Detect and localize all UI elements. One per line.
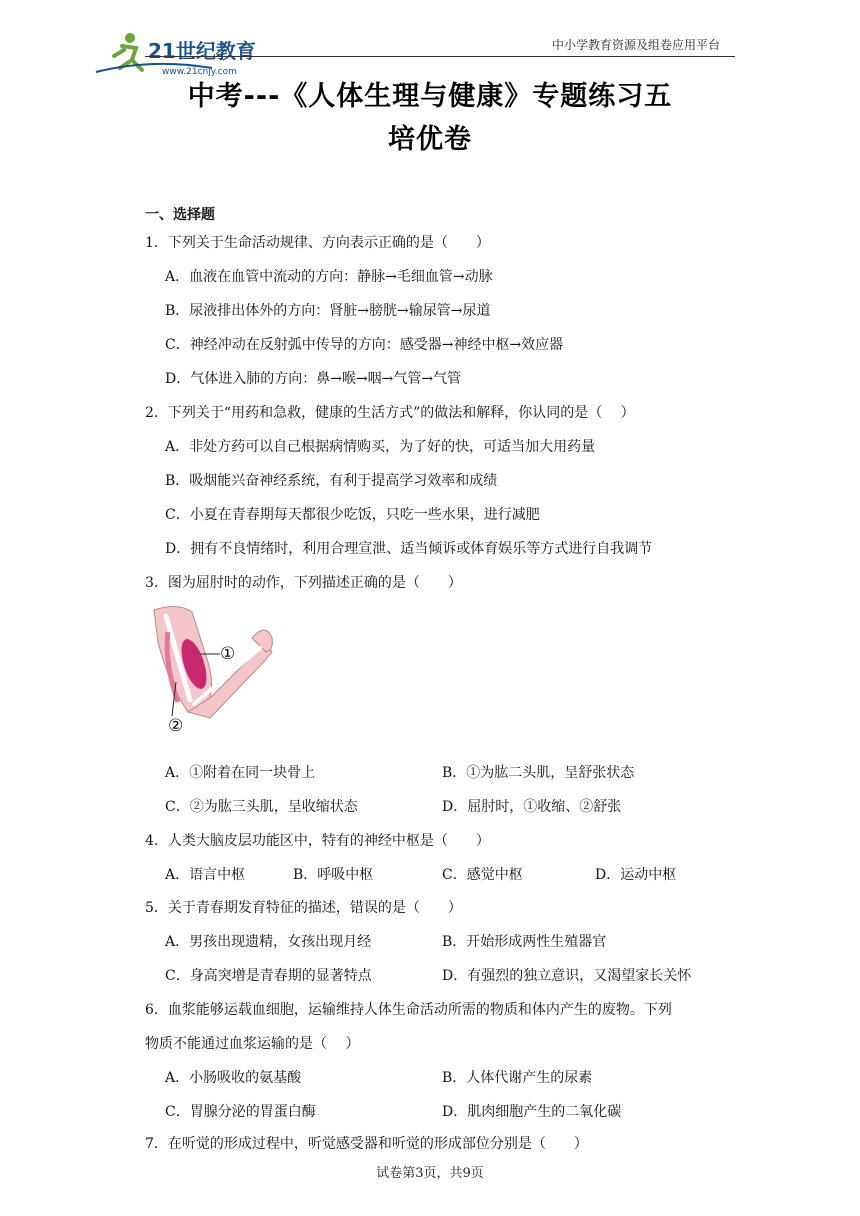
question-1-option-b: B．尿液排出体外的方向：肾脏→膀胱→输尿管→尿道 [165,303,491,319]
header-divider [145,56,735,57]
question-2-option-c: C．小夏在青春期每天都很少吃饭，只吃一些水果，进行减肥 [165,507,540,523]
page-footer: 试卷第3页，共9页 [376,1166,484,1181]
question-6-option-b: B．人体代谢产生的尿素 [442,1070,593,1086]
logo-text: 21世纪教育 [148,39,256,63]
question-1-stem: 1．下列关于生命活动规律、方向表示正确的是（ ） [145,235,490,251]
platform-name: 中小学教育资源及组卷应用平台 [551,38,720,52]
question-2-option-d: D．拥有不良情绪时，利用合理宣泄、适当倾诉或体育娱乐等方式进行自我调节 [165,541,653,557]
question-6-stem-line1: 6．血浆能够运载血细胞，运输维持人体生命活动所需的物质和体内产生的废物。下列 [145,1002,672,1018]
question-1-option-a: A．血液在血管中流动的方向：静脉→毛细血管→动脉 [165,269,493,285]
question-2-option-a: A．非处方药可以自己根据病情购买，为了好的快，可适当加大用药量 [165,439,596,455]
question-1-option-d: D．气体进入肺的方向：鼻→喉→咽→气管→气管 [165,371,462,387]
question-6-option-a: A．小肠吸收的氨基酸 [165,1070,302,1086]
question-4-option-b: B．呼吸中枢 [293,867,374,883]
page-title: 中考---《人体生理与健康》专题练习五 [187,81,673,112]
logo-url: www.21cnjy.com [162,67,237,77]
question-5-option-c: C．身高突增是青春期的显著特点 [165,968,372,984]
question-6-option-d: D．肌肉细胞产生的二氧化碳 [442,1104,622,1120]
figure-label-2: ② [168,716,184,736]
question-3-option-a: A．①附着在同一块骨上 [165,765,316,781]
page-subtitle: 培优卷 [388,124,472,155]
question-4-option-a: A．语言中枢 [165,867,246,883]
question-2-option-b: B．吸烟能兴奋神经系统，有利于提高学习效率和成绩 [165,473,498,489]
question-6-stem-line2: 物质不能通过血浆运输的是（ ） [145,1036,360,1052]
question-3-option-b: B．①为肱二头肌，呈舒张状态 [442,765,635,781]
question-5-stem: 5．关于青春期发育特征的描述，错误的是（ ） [145,900,462,916]
question-5-option-a: A．男孩出现遗精，女孩出现月经 [165,934,372,950]
question-4-option-d: D．运动中枢 [595,867,677,883]
question-3-option-c: C．②为肱三头肌，呈收缩状态 [165,799,358,815]
section-heading: 一、选择题 [145,207,215,223]
question-3-stem: 3．图为屈肘时的动作，下列描述正确的是（ ） [145,575,462,591]
question-6-option-c: C．胃腺分泌的胃蛋白酶 [165,1104,316,1120]
question-4-option-c: C．感觉中枢 [442,867,523,883]
question-5-option-b: B．开始形成两性生殖器官 [442,934,607,950]
question-7-stem: 7．在听觉的形成过程中，听觉感受器和听觉的形成部位分别是（ ） [145,1136,588,1152]
question-3-option-d: D．屈肘时，①收缩、②舒张 [442,799,622,815]
elbow-flexion-figure [148,602,278,742]
question-1-option-c: C．神经冲动在反射弧中传导的方向：感受器→神经中枢→效应器 [165,337,564,353]
figure-label-1: ① [220,644,236,664]
logo [92,28,272,78]
question-5-option-d: D．有强烈的独立意识，又渴望家长关怀 [442,968,692,984]
question-4-stem: 4．人类大脑皮层功能区中，特有的神经中枢是（ ） [145,833,490,849]
question-2-stem: 2．下列关于“用药和急救，健康的生活方式”的做法和解释，你认同的是（ ） [145,405,635,421]
